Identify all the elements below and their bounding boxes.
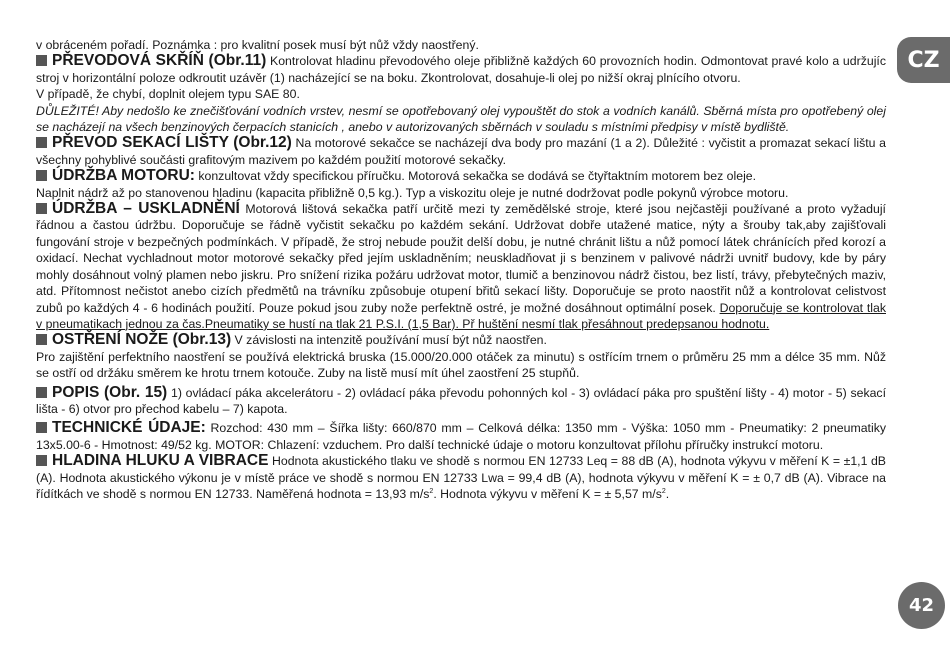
language-tab-cz: CZ	[897, 37, 950, 83]
important-note: DŮLEŽITÉ! Aby nedošlo ke znečišťování vodních vrstev, nesmí se opotřebovaný olej vypouštět do stok a vodních kanálů. Sběrná místa pro opotřebený olej se nacházejí na všech benzinových čerpacích stanicích , anebo v autorizovaných sběrnách v souladu s místními předpisy v místě bydliště.	[36, 103, 886, 135]
section-text-2: Pro zajištění perfektního naostření se používá elektrická bruska (15.000/20.000 otáček za minutu) s ostřícím trnem o průměru 25 mm a délce 35 mm. Nůž se ostří od držáku směrem ke hrotu trnem kotouče. Zuby na listě musí mít úhel zaostření 25 stupňů.	[36, 349, 886, 381]
section-heading: ÚDRŽBA – USKLADNĚNÍ	[52, 200, 240, 218]
section-udrzba-motoru	[36, 168, 886, 184]
bullet-square-icon	[36, 203, 47, 214]
superscript: 2	[661, 487, 666, 495]
bullet-square-icon	[36, 455, 47, 466]
section-text: Rozchod: 430 mm – Šířka lišty: 660/870 mm – Celková délka: 1350 mm - Výška: 1050 mm - Pneumatiky: 2 pneumatiky 13x5.00-6 - Hmotnost: 49/52 kg. MOTOR: Chlazení: vzduchem. Pro další technické údaje o motoru konzultovat přílohu příručky instrukcí motoru.	[36, 421, 886, 452]
section-text: Kontrolovat hladinu převodového oleje přibližně každých 60 provozních hodin. Odmontovat pravé kolo a udržujíc stroj v horizontální poloze odkroutit uzávěr (1) nacházející se na boku. Zkontrolovat, dosahuje-li olej po nižší okraj plnícího otvoru.	[36, 54, 886, 85]
superscript: 2	[429, 487, 434, 495]
section-ostreni-noze	[36, 332, 886, 348]
section-heading: PŘEVOD SEKACÍ LIŠTY (Obr.12)	[52, 134, 292, 152]
section-text: 1) ovládací páka akcelerátoru - 2) ovládací páka převodu pohonných kol - 3) ovládací páka pro spuštění lišty - 4) motor - 5) sekací lišta - 6) otvor pro přechod kabelu – 7) kapota.	[36, 385, 887, 416]
bullet-square-icon	[36, 137, 47, 148]
bullet-square-icon	[36, 170, 47, 181]
section-text: Hodnota akustického tlaku ve shodě s normou EN 12733 Leq = 88 dB (A), hodnota výkyvu v měření K = ±1,1 dB (A). Hodnota akustického výkonu je v místě práce ve shodě s normou EN 12733 Lwa = 99,4 dB (A), hodnota výkyvu v měření K = ± 0,7 dB (A). Vibrace na řídítkách ve shodě s normou EN 12733. Naměřená hodnota = 13,93 m/s	[36, 454, 886, 501]
section-heading: HLADINA HLUKU A VIBRACE	[52, 452, 269, 470]
section-text-2: Naplnit nádrž až po stanovenou hladinu (kapacita přibližně 0,5 kg.). Typ a viskozitu oleje je nutné dodržovat podle pokynů výrobce motoru.	[36, 185, 789, 200]
bullet-square-icon	[36, 334, 47, 345]
section-popis	[36, 385, 886, 418]
section-heading: POPIS (Obr. 15)	[52, 383, 168, 401]
section-udrzba-uskladneni	[36, 201, 886, 332]
section-text-end: .	[665, 486, 670, 501]
section-prevodova-skrin	[36, 53, 886, 86]
section-technicke-udaje	[36, 420, 886, 453]
intro-paragraph: v obráceném pořadí. Poznámka : pro kvalitní posek musí být nůž vždy naostřený.	[36, 38, 479, 52]
section-text-mid: . Hodnota výkyvu v měření K = ± 5,57 m/s	[433, 486, 662, 501]
tire-pressure-note: Doporučuje se kontrolovat tlak v pneumatikach jednou za čas.Pneumatiky se hustí na tlak 21 P.S.I. (1,5 Bar). Př huštění nesmí tlak přesáhnout predepsanou hodnotu.	[36, 300, 886, 331]
page-number: 42	[898, 582, 945, 629]
section-text: Motorová lištová sekačka patří určitě mezi ty zemědělské stroje, které jsou nejčastěji používané a proto vyžadují řádnou a častou údržbu. Doporučuje se řádně vyčistit sekačku po každém sekání. Udržovat dobře utažené matice, nýty a šrouby tak,aby zajišťovali fungování stroje v bezpečných podmínkách. V případě, že stroj nebude použit delší dobu, je nutné chránit lištu a nůž pomocí látek chránících před korozí a oxidací. Nechat vychladnout motor motorové sekačky před jejím uskladněním; neuskladňovat ji s benzinem v palivové nádrži uvnitř budovy, kde by páry mohly dosáhnout volný plamen nebo jiskru. Pro snížení rizika požáru udržovat motor, tlumič a benzinovou nádrž čistou, bez listí, trávy, přebytečných maziv, atd. Přítomnost nečistot anebo cizích předmětů na trávníku způsobuje otupení břitů sekací lišty. Doporučuje se proto naostřit nůž a kontrolovat celistvost zubů po každých 4 - 6 hodinách použití. Pouze pokud jsou zuby nože perfektně ostré, je možné dosáhnout optimální posek.	[36, 202, 886, 315]
bullet-square-icon	[36, 55, 47, 66]
bullet-square-icon	[36, 422, 47, 433]
section-prevod-sekaci-listy	[36, 135, 886, 168]
section-text-2: V případě, že chybí, doplnit olejem typu SAE 80.	[36, 87, 300, 102]
section-heading: TECHNICKÉ ÚDAJE:	[52, 419, 206, 437]
section-heading: OSTŘENÍ NOŽE (Obr.13)	[52, 331, 232, 349]
section-text: konzultovat vždy specifickou příručku. Motorová sekačka se dodává se čtyřtaktním motorem bez oleje.	[194, 169, 757, 184]
section-hladina-hluku	[36, 453, 886, 502]
section-text: Na motorové sekačce se nacházejí dva body pro mazání (1 a 2). Důležité : vyčistit a promazat sekací lištu a všechny pohyblivé součásti grafitovým mazivem po každém použití motorové sekačky.	[36, 136, 886, 167]
section-heading: ÚDRŽBA MOTORU:	[52, 167, 195, 185]
section-text: V závislosti na intenzitě používání musí být nůž naostřen.	[231, 333, 547, 348]
document-body	[36, 37, 886, 502]
section-heading: PŘEVODOVÁ SKŘÍŇ (Obr.11)	[52, 52, 267, 70]
bullet-square-icon	[36, 387, 47, 398]
